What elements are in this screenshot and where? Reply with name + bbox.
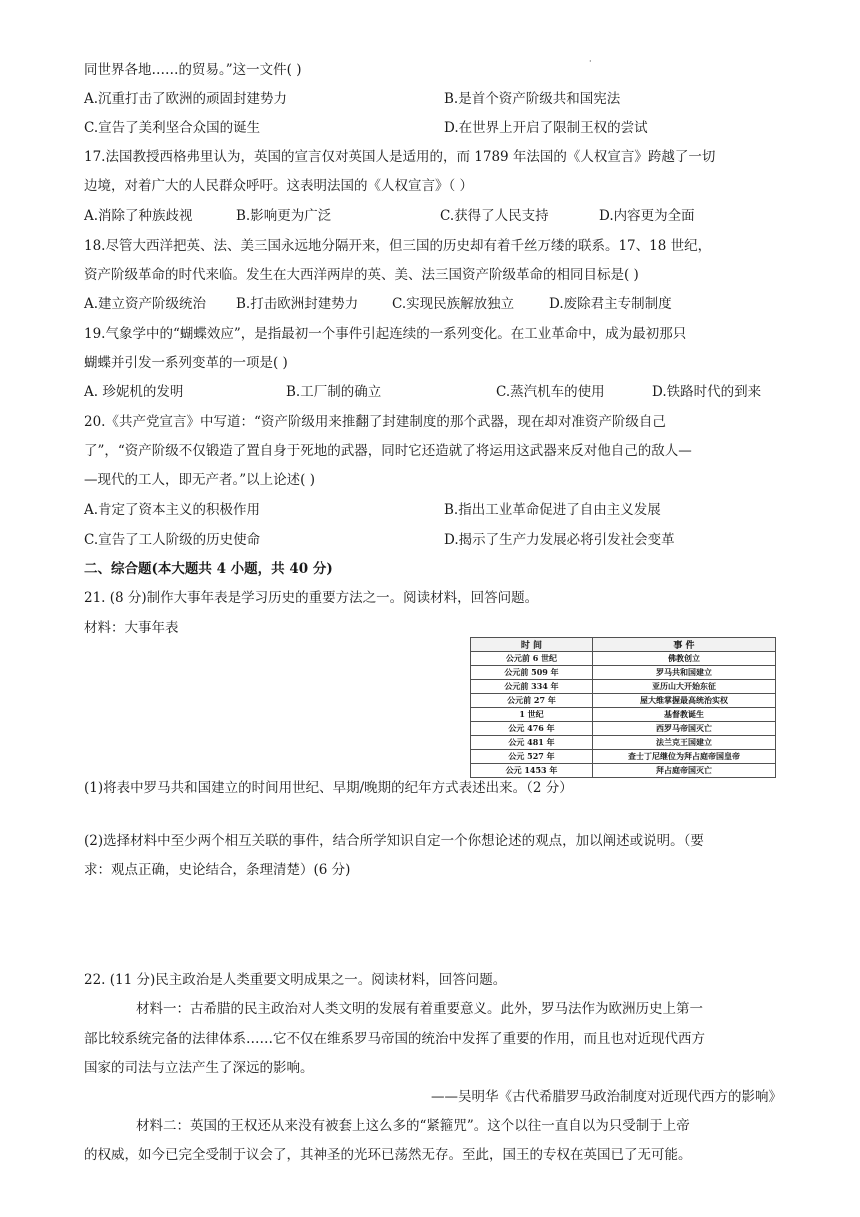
q19-option-c: C.蒸汽机车的使用 (496, 384, 605, 400)
table-cell-time: 1 世纪 (471, 708, 593, 722)
table-cell-time: 公元前 509 年 (471, 666, 593, 680)
q18-option-a: A.建立资产阶级统治 (84, 296, 207, 312)
table-cell-time: 公元 481 年 (471, 736, 593, 750)
q20-option-d: D.揭示了生产力发展必将引发社会变革 (444, 532, 675, 548)
q22-material-2-line-1: 材料二：英国的王权还从来没有被套上这么多的“紧箍咒”。这个以往一直自以为只受制于上帝 (136, 1118, 690, 1134)
table-cell-time: 公元前 6 世纪 (471, 652, 593, 666)
table-cell-time: 公元前 334 年 (471, 680, 593, 694)
table-cell-time: 公元 527 年 (471, 750, 593, 764)
table-row (471, 764, 776, 778)
timeline-table (470, 637, 776, 778)
q19-option-b: B.工厂制的确立 (286, 384, 382, 400)
q22-material-1-line-2: 部比较系统完备的法律体系……它不仅在维系罗马帝国的统治中发挥了重要的作用，而且也对近现代西方 (84, 1031, 705, 1047)
q22-material-1-source: ——吴明华《古代希腊罗马政治制度对近现代西方的影响》 (431, 1089, 782, 1105)
table-cell-event: 西罗马帝国灭亡 (593, 722, 776, 736)
q18-option-c: C.实现民族解放独立 (392, 296, 515, 312)
table-cell-event: 罗马共和国建立 (593, 666, 776, 680)
q16-option-d: D.在世界上开启了限制王权的尝试 (444, 120, 648, 136)
table-row (471, 736, 776, 750)
table-row (471, 680, 776, 694)
table-row (471, 722, 776, 736)
table-cell-time: 公元前 27 年 (471, 694, 593, 708)
table-cell-event: 法兰克王国建立 (593, 736, 776, 750)
q21-sub-question-2-line-1: (2)选择材料中至少两个相互关联的事件，结合所学知识自定一个你想论述的观点，加以阐述或说明。（要 (84, 833, 704, 849)
table-cell-event: 佛教创立 (593, 652, 776, 666)
q18-stem-1: 18.尽管大西洋把英、法、美三国永远地分隔开来，但三国的历史却有着千丝万缕的联系。17、18 世纪， (84, 238, 712, 254)
q17-option-a: A.消除了种族歧视 (84, 208, 193, 224)
q16-stem: 同世界各地……的贸易。”这一文件( ) (84, 62, 302, 78)
table-header-event: 事 件 (593, 638, 776, 652)
q16-option-a: A.沉重打击了欧洲的顽固封建势力 (84, 91, 288, 107)
table-cell-event: 拜占庭帝国灭亡 (593, 764, 776, 778)
q22-intro: 22. (11 分)民主政治是人类重要文明成果之一。阅读材料，回答问题。 (84, 972, 507, 988)
q22-material-1-line-3: 国家的司法与立法产生了深远的影响。 (84, 1060, 314, 1076)
table-row (471, 694, 776, 708)
q20-stem-1: 20.《共产党宣言》中写道：“资产阶级用来推翻了封建制度的那个武器，现在却对准资产阶级自己 (84, 414, 666, 430)
table-row (471, 666, 776, 680)
q21-material-label: 材料：大事年表 (84, 620, 179, 636)
q22-material-2-line-2: 的权威，如今已完全受制于议会了，其神圣的光环已荡然无存。至此，国王的专权在英国已了无可能。 (84, 1147, 692, 1163)
table-row (471, 652, 776, 666)
table-row (471, 750, 776, 764)
q17-stem-2: 边境，对着广大的人民群众呼吁。这表明法国的《人权宣言》（ ） (84, 178, 474, 194)
stray-dot: · (589, 57, 592, 66)
table-header-row (471, 638, 776, 652)
table-cell-event: 屋大维掌握最高统治实权 (593, 694, 776, 708)
q19-stem-1: 19.气象学中的“蝴蝶效应”，是指最初一个事件引起连续的一系列变化。在工业革命中，成为最初那只 (84, 326, 687, 342)
table-row (471, 708, 776, 722)
q17-option-b: B.影响更为广泛 (236, 208, 332, 224)
q18-option-b: B.打击欧洲封建势力 (236, 296, 359, 312)
q16-option-b: B.是首个资产阶级共和国宪法 (444, 91, 621, 107)
q18-stem-2: 资产阶级革命的时代来临。发生在大西洋两岸的英、美、法三国资产阶级革命的相同目标是( ) (84, 267, 639, 283)
q19-option-a: A. 珍妮机的发明 (84, 384, 184, 400)
q20-stem-3: —现代的工人，即无产者。”以上论述( ) (84, 472, 315, 488)
q22-material-1-line-1: 材料一：古希腊的民主政治对人类文明的发展有着重要意义。此外，罗马法作为欧洲历史上第一 (136, 1001, 703, 1017)
q21-sub-question-1: (1)将表中罗马共和国建立的时间用世纪、早期/晚期的纪年方式表述出来。（2 分） (84, 780, 573, 796)
table-header-time: 时 间 (471, 638, 593, 652)
q16-option-c: C.宣告了美利坚合众国的诞生 (84, 120, 261, 136)
q18-option-d: D.废除君主专制制度 (549, 296, 672, 312)
q17-option-d: D.内容更为全面 (599, 208, 695, 224)
q19-option-d: D.铁路时代的到来 (652, 384, 762, 400)
table-cell-event: 亚历山大开始东征 (593, 680, 776, 694)
q20-option-c: C.宣告了工人阶级的历史使命 (84, 532, 261, 548)
table-cell-time: 公元 1453 年 (471, 764, 593, 778)
q19-stem-2: 蝴蝶并引发一系列变革的一项是( ) (84, 355, 288, 371)
q21-intro: 21. (8 分)制作大事年表是学习历史的重要方法之一。阅读材料，回答问题。 (84, 590, 539, 606)
table-cell-time: 公元 476 年 (471, 722, 593, 736)
q17-option-c: C.获得了人民支持 (440, 208, 549, 224)
table-cell-event: 基督教诞生 (593, 708, 776, 722)
table-cell-event: 查士丁尼继位为拜占庭帝国皇帝 (593, 750, 776, 764)
q20-stem-2: 了”，“资产阶级不仅锻造了置自身于死地的武器，同时它还造就了将运用这武器来反对他自己的敌人— (84, 443, 692, 459)
q17-stem-1: 17.法国教授西格弗里认为，英国的宣言仅对英国人是适用的，而 1789 年法国的《人权宣言》跨越了一切 (84, 149, 716, 165)
q21-sub-question-2-line-2: 求：观点正确，史论结合，条理清楚）(6 分) (84, 862, 351, 878)
section-heading: 二、综合题(本大题共 4 小题，共 40 分) (84, 561, 333, 577)
q20-option-a: A.肯定了资本主义的积极作用 (84, 502, 261, 518)
q20-option-b: B.指出工业革命促进了自由主义发展 (444, 502, 661, 518)
